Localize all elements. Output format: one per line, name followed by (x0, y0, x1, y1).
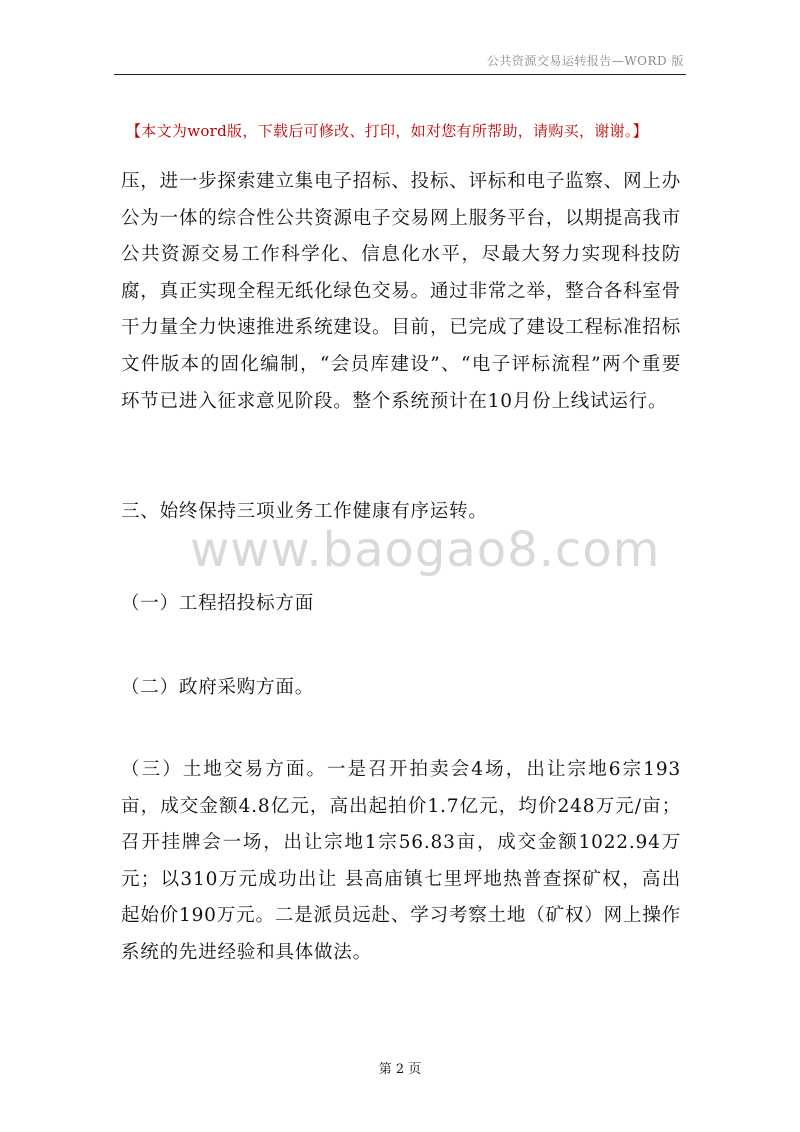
header-divider (114, 74, 686, 75)
paragraph-land-transactions: （三）土地交易方面。一是召开拍卖会4场，出让宗地6宗193亩，成交金额4.8亿元，高出起拍价1.7亿元，均价248万元/亩；召开挂牌会一场，出让宗地1宗56.83亩，成交金额1022.94万元；以310万元成功出让 县高庙镇七里坪地热普查探矿权，高出起始价190万元。二是派员远赴、学习考察土地（矿权）网上操作系统的先进经验和具体做法。 (121, 759, 681, 963)
running-header: 公共资源交易运转报告—WORD 版 (486, 54, 684, 68)
paragraph-system-construction: 压，进一步探索建立集电子招标、投标、评标和电子监察、网上办公为一体的综合性公共资源电子交易网上服务平台，以期提高我市公共资源交易工作科学化、信息化水平，尽最大努力实现科技防腐，真正实现全程无纸化绿色交易。通过非常之举，整合各科室骨干力量全力快速推进系统建设。目前，已完成了建设工程标准招标文件版本的固化编制，“会员库建设”、“电子评标流程”两个重要环节已进入征求意见阶段。整个系统预计在10月份上线试运行。 (121, 171, 681, 412)
page-number: 第 2 页 (378, 1062, 422, 1077)
subheading-engineering-bidding: （一）工程招投标方面 (121, 593, 315, 614)
subheading-government-procurement: （二）政府采购方面。 (121, 677, 315, 698)
download-notice: 【本文为word版，下载后可修改、打印，如对您有所帮助，请购买，谢谢。】 (126, 122, 648, 140)
section-heading-three: 三、始终保持三项业务工作健康有序运转。 (121, 501, 488, 522)
watermark-text: www.baogao8.com (190, 522, 661, 578)
